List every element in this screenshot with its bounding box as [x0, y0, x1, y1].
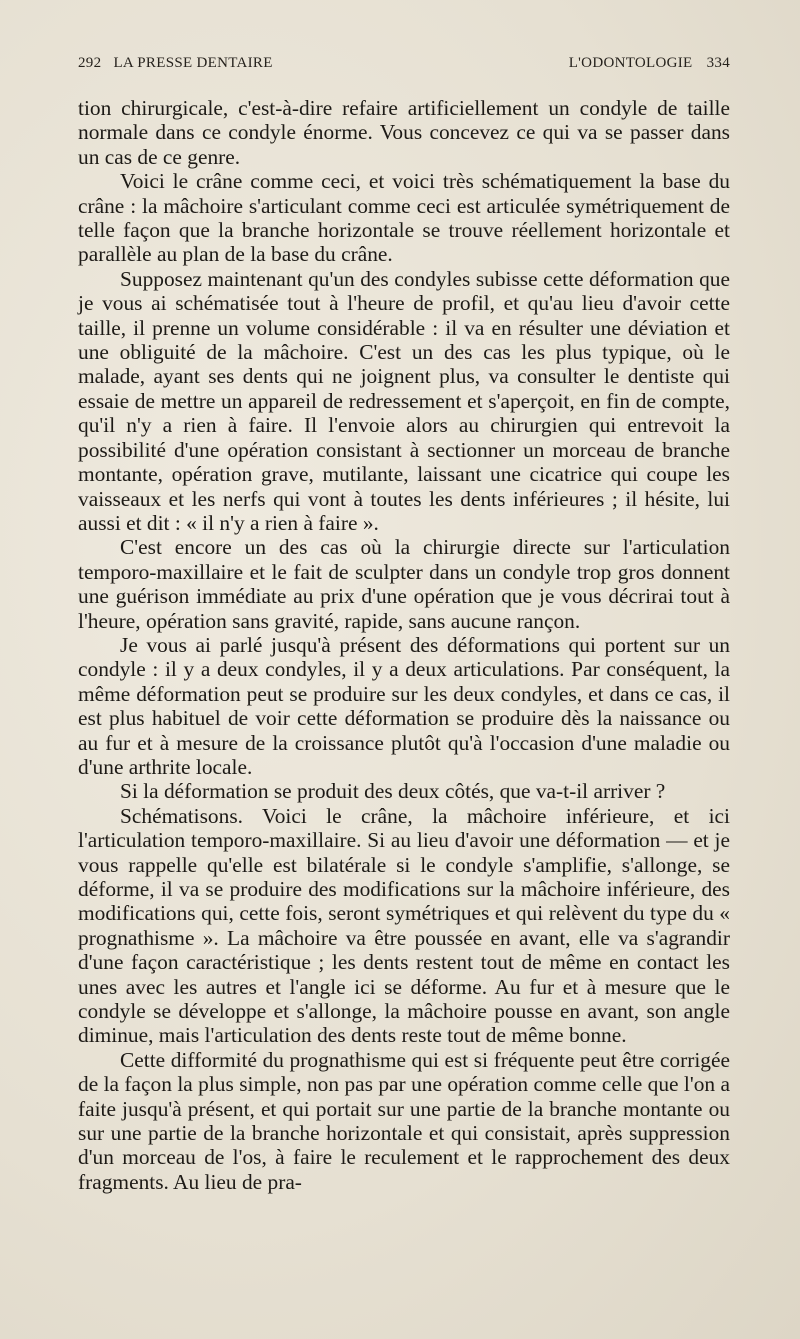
paragraph-3: Supposez maintenant qu'un des condyles subisse cette déformation que je vous ai schématisée tout à l'heure de profil, et qu'au lieu d'avoir cette taille, il prenne un volume considérable : il va en résulter une déviation et une obliguité de la mâchoire. C'est un des cas les plus typique, où le malade, ayant ses dents qui ne joignent plus, va consulter le dentiste qui essaie de mettre un appareil de redressement et s'aperçoit, en fin de compte, qu'il n'y a rien à faire. Il l'envoie alors au chirurgien qui entrevoit la possibilité d'une opération consistant à sectionner un morceau de branche montante, opération grave, mutilante, laissant une cicatrice qui coupe les vaisseaux et les nerfs qui vont à toutes les dents inférieures ; il hésite, lui aussi et dit : « il n'y a rien à faire ». — [78, 266, 730, 535]
body-text — [78, 96, 730, 1194]
page-number-left: 292 — [78, 55, 102, 71]
running-head — [78, 55, 730, 72]
paragraph-2: Voici le crâne comme ceci, et voici très schématiquement la base du crâne : la mâchoire s'articulant comme ceci est articulée symétriquement de telle façon que la branche horizontale se trouve réellement horizontale et parallèle au plan de la base du crâne. — [78, 169, 730, 267]
journal-title-right: L'ODONTOLOGIE — [568, 55, 693, 71]
paragraph-8: Cette difformité du prognathisme qui est si fréquente peut être corrigée de la façon la plus simple, non pas par une opération comme celle que l'on a faite jusqu'à présent, et qui portait sur une partie de la branche montante ou sur une partie de la branche horizontale et qui consistait, après suppression d'un morceau de l'os, à faire le reculement et le rapprochement des deux fragments. Au lieu de pra- — [78, 1047, 730, 1194]
running-head-right — [569, 55, 730, 72]
paragraph-5: Je vous ai parlé jusqu'à présent des déformations qui portent sur un condyle : il y a deux condyles, il y a deux articulations. Par conséquent, la même déformation peut se produire sur les deux condyles, et dans ce cas, il est plus habituel de voir cette déformation se produire dès la naissance ou au fur et à mesure de la croissance plutôt qu'à l'occasion d'une maladie ou d'une arthrite locale. — [78, 632, 730, 779]
journal-title-left: LA PRESSE DENTAIRE — [113, 55, 273, 71]
running-head-left — [78, 55, 273, 72]
paragraph-1: tion chirurgicale, c'est-à-dire refaire artificiellement un condyle de taille normale dans ce condyle énorme. Vous concevez ce qui va se passer dans un cas de ce genre. — [78, 96, 730, 169]
page — [78, 55, 730, 1194]
paragraph-6: Si la déformation se produit des deux côtés, que va-t-il arriver ? — [120, 779, 666, 804]
paragraph-7: Schématisons. Voici le crâne, la mâchoire inférieure, et ici l'articulation temporo-maxillaire. Si au lieu d'avoir une déformation — et je vous rappelle qu'elle est bilatérale si le condyle s'amplifie, s'allonge, se déforme, il va se produire des modifications sur la mâchoire inférieure, des modifications qui, cette fois, seront symétriques et qui relèvent du type du « prognathisme ». La mâchoire va être poussée en avant, elle va s'agrandir d'une façon caractéristique ; les dents restent tout de même en contact les unes avec les autres et l'angle ici se déforme. Au fur et à mesure que le condyle se développe et s'allonge, la mâchoire pousse en avant, son angle diminue, mais l'articulation des dents reste tout de même bonne. — [78, 803, 730, 1048]
page-number-right: 334 — [706, 55, 730, 71]
paragraph-4: C'est encore un des cas où la chirurgie directe sur l'articulation temporo-maxillaire et le fait de sculpter dans un condyle trop gros donnent une guérison immédiate au prix d'une opération que je vous décrirai tout à l'heure, opération sans gravité, rapide, sans aucune rançon. — [78, 535, 730, 633]
